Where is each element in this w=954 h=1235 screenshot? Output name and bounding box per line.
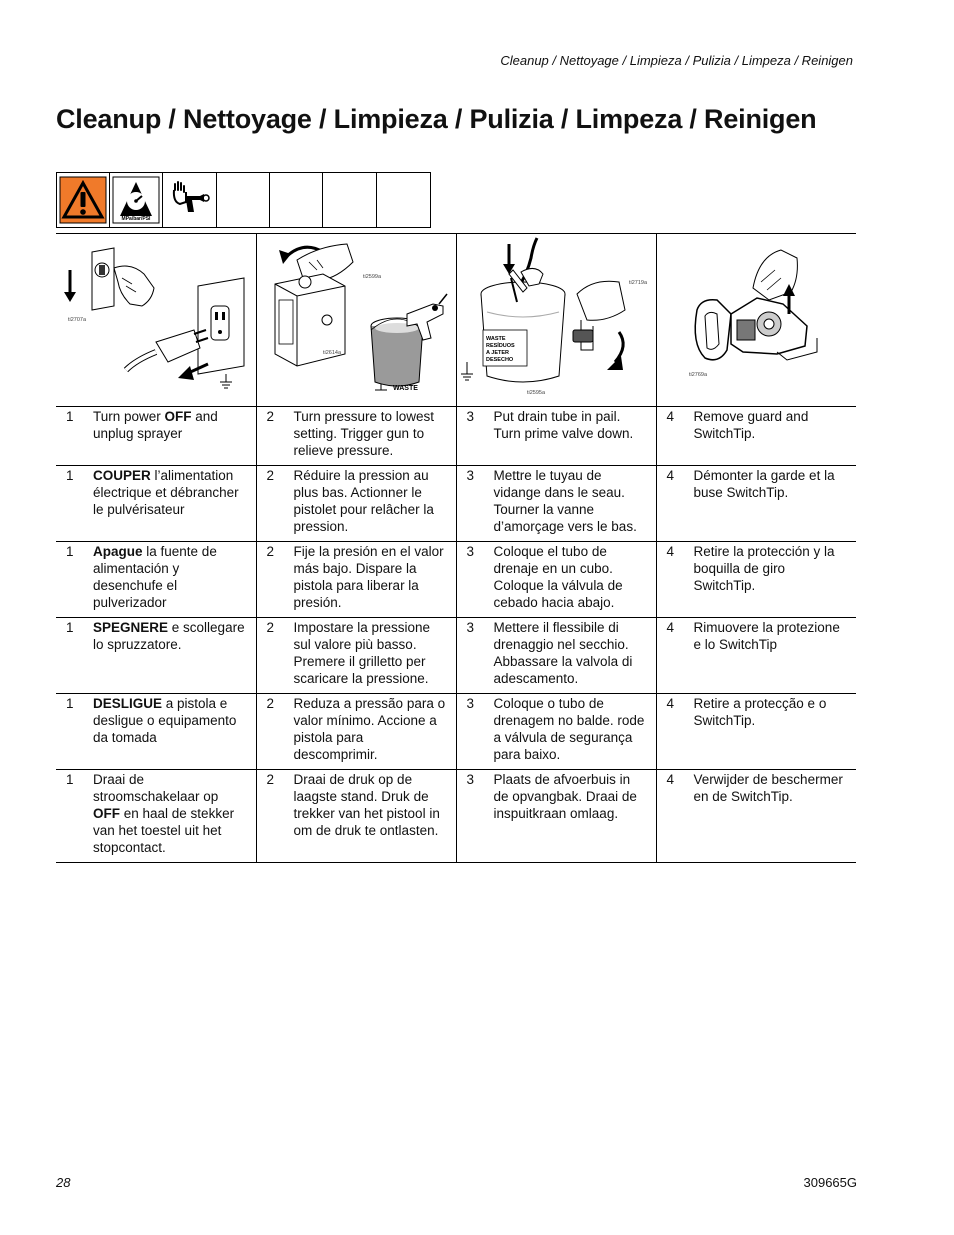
step-text [694, 408, 849, 442]
step-text-run: Draai de stroomschakelaar op [93, 772, 219, 804]
step-text-run: Coloque o tubo de drenagem no balde. rode a válvula de segurança para baixo. [493, 696, 645, 762]
step-cell [256, 694, 456, 770]
step-cell [256, 618, 456, 694]
step-number: 1 [66, 620, 74, 635]
step-cell [56, 770, 256, 863]
empty-icon-cell [377, 173, 430, 227]
warning-triangle-icon [57, 173, 110, 227]
step-text-run: Reduza a pressão para o valor mínimo. Accione a pistola para descomprimir. [293, 696, 446, 762]
step-number: 2 [266, 409, 275, 424]
step-number: 1 [66, 409, 74, 424]
step-text-run: Remove guard and SwitchTip. [693, 409, 809, 441]
step-cell [56, 466, 256, 542]
step-cell [56, 542, 256, 618]
step-text [494, 695, 648, 763]
step-text-run: Démonter la garde et la buse SwitchTip. [693, 468, 835, 500]
step-number: 2 [266, 468, 275, 483]
step-cell [656, 407, 856, 466]
empty-icon-cell [217, 173, 270, 227]
step-text-run: Réduire la pression au plus bas. Actionner le pistolet pour relâcher la pression. [293, 468, 434, 534]
figure-sub-id: ti2614a [322, 350, 341, 356]
step-text [694, 771, 849, 805]
step-text-emphasis: SPEGNERE [93, 620, 169, 635]
step-number: 2 [266, 544, 275, 559]
step-text-run: Draai de druk op de laagste stand. Druk de trekker van het pistool in om de druk te ontlasten. [293, 772, 440, 838]
step-text-emphasis: COUPER [93, 468, 151, 483]
step-number: 1 [66, 468, 74, 483]
step-cell [456, 618, 656, 694]
step-number: 1 [66, 696, 74, 711]
step-number: 3 [466, 544, 475, 559]
step-text-run: Coloque el tubo de drenaje en un cubo. Coloque la válvula de cebado hacia abajo. [493, 544, 623, 610]
step-text-emphasis: OFF [164, 409, 192, 424]
step-text-run: and unplug sprayer [93, 409, 218, 441]
step-text [294, 543, 448, 611]
step-text [294, 408, 448, 459]
step-cell [56, 618, 256, 694]
step-text [93, 467, 248, 518]
step-text [294, 771, 448, 839]
pail-label-0: WASTE [485, 336, 506, 342]
step-text [294, 467, 448, 535]
figure-id: ti2769a [688, 372, 707, 378]
step-cell [656, 770, 856, 863]
step-text [494, 467, 648, 535]
step-text [294, 695, 448, 763]
step-row-fr [56, 466, 856, 542]
step-number: 4 [666, 696, 675, 711]
step-number: 4 [666, 620, 675, 635]
step-text-run: la fuente de alimentación y desenchufe el pulverizador [93, 544, 217, 610]
page-title: Cleanup / Nettoyage / Limpieza / Pulizia / Limpeza / Reinigen [56, 104, 817, 134]
step-text-run: e scollegare lo spruzzatore. [93, 620, 245, 652]
step-text [694, 695, 849, 729]
step-cell [256, 542, 456, 618]
step-text-run: Turn power [93, 409, 165, 424]
step-text [494, 543, 648, 611]
step3-illustration [456, 234, 656, 407]
running-head: Cleanup / Nettoyage / Limpieza / Pulizia / Limpeza / Reinigen [500, 53, 853, 68]
step-text-run: en haal de stekker van het toestel uit het stopcontact. [93, 806, 235, 855]
step-text [93, 543, 248, 611]
empty-icon-cell [323, 173, 377, 227]
doc-number: 309665G [803, 1175, 857, 1190]
step-number: 3 [466, 772, 475, 787]
step-text-run: Verwijder de beschermer en de SwitchTip. [693, 772, 843, 804]
pail-label-2: A JETER [485, 350, 509, 356]
step-text-run: Turn pressure to lowest setting. Trigger gun to relieve pressure. [293, 409, 435, 458]
step-text [694, 543, 849, 594]
step-text-run: Put drain tube in pail. Turn prime valve down. [493, 409, 634, 441]
step-text [494, 771, 648, 822]
step-text [93, 771, 248, 856]
step-number: 3 [466, 620, 475, 635]
step-cell [256, 770, 456, 863]
step-row-en [56, 407, 856, 466]
step-cell [456, 694, 656, 770]
step-cell [656, 618, 856, 694]
step-number: 3 [466, 696, 475, 711]
step-text [494, 408, 648, 442]
step-number: 2 [266, 696, 275, 711]
step1-illustration [56, 234, 256, 407]
step-cell [456, 466, 656, 542]
step-text [93, 408, 248, 442]
step-cell [56, 694, 256, 770]
pail-label-1: RESÍDUOS [485, 343, 515, 349]
step-number: 4 [666, 409, 675, 424]
step-number: 4 [666, 544, 675, 559]
pressure-label: MPa/bar/PSI [121, 216, 151, 222]
step-number: 2 [266, 620, 275, 635]
step-number: 4 [666, 772, 675, 787]
figure-sub-id: ti2595a [526, 390, 545, 396]
step-row-es [56, 542, 856, 618]
pressure-relief-icon [110, 173, 163, 227]
step-text-run: Mettere il flessibile di drenaggio nel secchio. Abbassare la valvola di adescamento. [493, 620, 633, 686]
step-cell [656, 542, 856, 618]
spray-gun-lock-icon [163, 173, 217, 227]
waste-label: WASTE [392, 385, 418, 392]
step-text [93, 619, 248, 653]
step-text-run: Retire a protecção e o SwitchTip. [693, 696, 827, 728]
step-cell [456, 542, 656, 618]
step-row-pt [56, 694, 856, 770]
step-cell [256, 466, 456, 542]
step-text-run: l’alimentation électrique et débrancher le pulvérisateur [93, 468, 239, 517]
step-number: 3 [466, 409, 475, 424]
step-number: 1 [66, 544, 74, 559]
step2-illustration [256, 234, 456, 407]
step-row-nl [56, 770, 856, 863]
step-text [494, 619, 648, 687]
step4-illustration [656, 234, 856, 407]
step-text-run: Retire la protección y la boquilla de giro SwitchTip. [693, 544, 835, 593]
cleanup-steps-table [56, 233, 856, 863]
empty-icon-cell [270, 173, 323, 227]
step-text-emphasis: OFF [93, 806, 120, 821]
step-text-run: a pistola e desligue o equipamento da tomada [93, 696, 237, 745]
step-number: 1 [66, 772, 74, 787]
step-text [294, 619, 448, 687]
step-text-emphasis: DESLIGUE [93, 696, 163, 711]
figure-id: ti2719a [628, 280, 647, 286]
safety-icon-strip [56, 172, 431, 228]
step-row-it [56, 618, 856, 694]
step-cell [656, 466, 856, 542]
step-text [694, 467, 849, 501]
step-cell [256, 407, 456, 466]
step-text-run: Impostare la pressione sul valore più basso. Premere il grilletto per scaricare la pressione. [293, 620, 431, 686]
illustration-row [56, 234, 856, 407]
step-text-emphasis: Apague [93, 544, 143, 559]
step-text [694, 619, 849, 653]
step-number: 3 [466, 468, 475, 483]
step-number: 4 [666, 468, 675, 483]
page-number: 28 [56, 1175, 71, 1190]
figure-id: ti2707a [68, 317, 87, 323]
step-number: 2 [266, 772, 275, 787]
step-text-run: Mettre le tuyau de vidange dans le seau. Tourner la vanne d’amorçage vers le bas. [493, 468, 637, 534]
pail-label-3: DESECHO [485, 357, 513, 363]
figure-id: ti2599a [362, 274, 381, 280]
step-cell [56, 407, 256, 466]
step-text [93, 695, 248, 746]
step-cell [456, 770, 656, 863]
step-cell [456, 407, 656, 466]
step-text-run: Rimuovere la protezione e lo SwitchTip [693, 620, 840, 652]
step-text-run: Fije la presión en el valor más bajo. Dispare la pistola para liberar la presión. [293, 544, 444, 610]
step-cell [656, 694, 856, 770]
step-text-run: Plaats de afvoerbuis in de opvangbak. Draai de inspuitkraan omlaag. [493, 772, 637, 821]
